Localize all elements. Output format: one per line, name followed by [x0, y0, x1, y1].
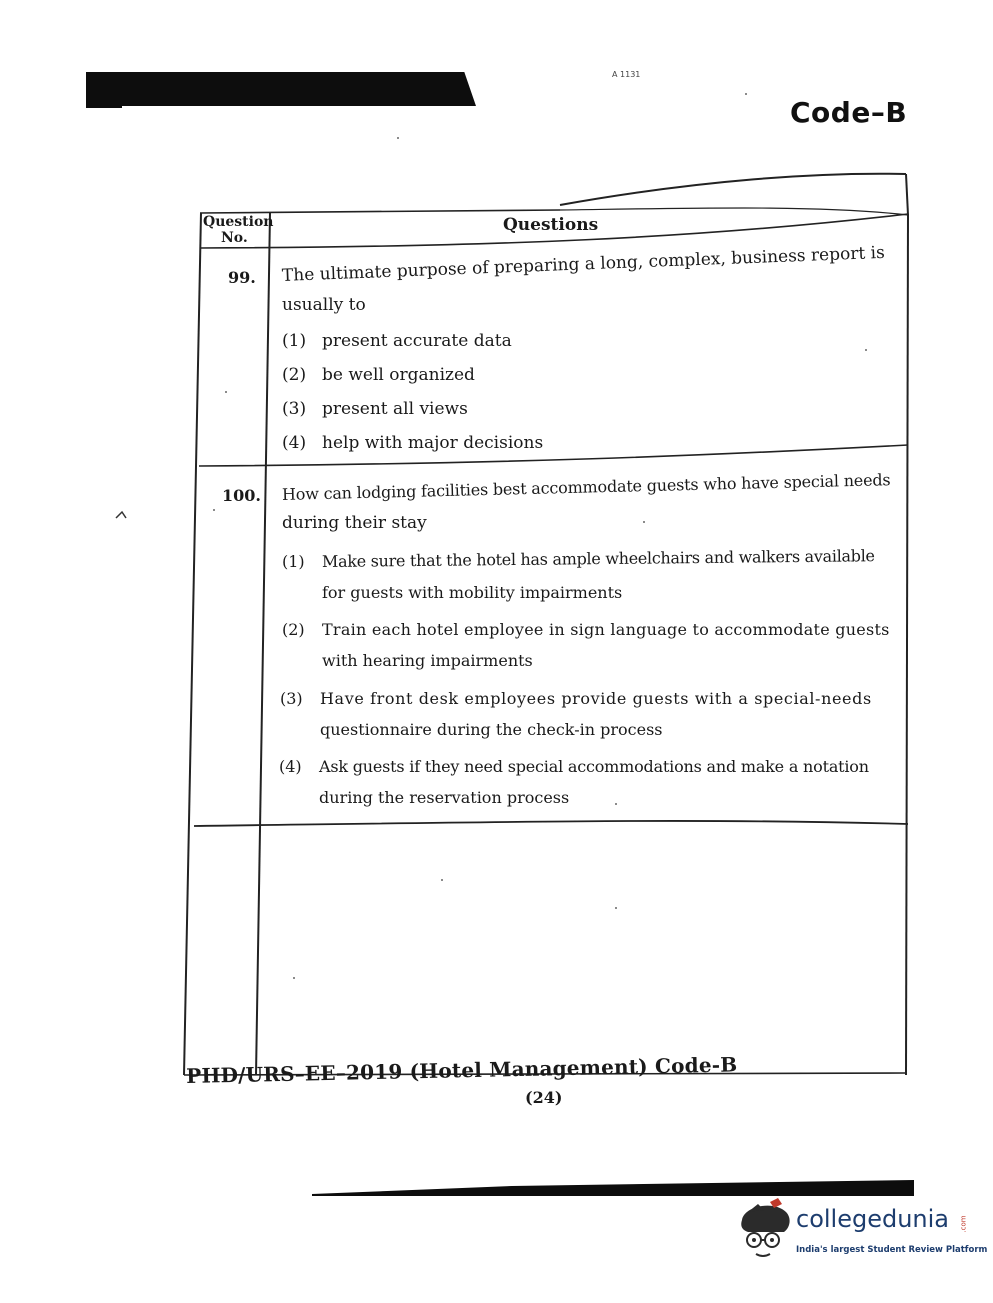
option-text-line-2: during the reservation process — [319, 788, 570, 807]
option-number: (2) — [282, 365, 307, 385]
redaction-bar-bottom — [312, 1180, 914, 1196]
option-text-line-1: Have front desk employees provide guests with a special-needs — [320, 689, 872, 708]
column-header-question-no — [203, 214, 273, 246]
option-text-line-1: Ask guests if they need special accommodations and make a notation — [319, 757, 869, 776]
tiny-mark: A 1131 — [612, 70, 641, 79]
option-number: (4) — [282, 433, 307, 453]
option-number: (1) — [282, 552, 305, 571]
question-100-text — [281, 470, 912, 538]
option-99-1 — [282, 326, 882, 357]
option-text: present accurate data — [322, 331, 512, 351]
option-number: (2) — [282, 620, 305, 639]
option-99-4 — [282, 428, 882, 459]
option-text-line-2: with hearing impairments — [322, 651, 533, 670]
column-header-no-label: No. — [221, 230, 248, 246]
option-number: (1) — [282, 331, 307, 351]
question-100-line-2: during their stay — [282, 513, 427, 533]
collegedunia-brand: collegedunia — [796, 1205, 950, 1233]
option-99-3 — [282, 394, 882, 425]
option-99-2 — [282, 360, 882, 391]
option-text-line-1: Make sure that the hotel has ample wheelchairs and walkers available — [321, 546, 875, 571]
option-text-line-1: Train each hotel employee in sign language to accommodate guests — [322, 620, 890, 639]
column-header-questions: Questions — [503, 215, 599, 235]
option-number: (3) — [282, 399, 307, 419]
option-text-line-2: for guests with mobility impairments — [322, 583, 623, 602]
question-number-99: 99. — [228, 268, 256, 287]
option-100-4 — [279, 751, 909, 813]
option-text: be well organized — [322, 365, 475, 385]
option-100-2 — [282, 614, 912, 676]
question-number-100: 100. — [222, 486, 261, 505]
collegedunia-tagline: India's largest Student Review Platform — [796, 1245, 988, 1255]
question-100-line-1: How can lodging facilities best accommodate guests who have special needs — [281, 470, 891, 504]
question-99-line-2: usually to — [282, 295, 366, 315]
page-number: (24) — [525, 1088, 563, 1107]
question-99-line-1: The ultimate purpose of preparing a long, complex, business report is — [281, 242, 886, 286]
question-99-text — [281, 242, 922, 320]
code-heading: Code–B — [790, 96, 908, 129]
question-99-options — [282, 326, 882, 459]
option-text: help with major decisions — [322, 433, 544, 453]
option-text: present all views — [322, 399, 468, 419]
column-header-question-label: Question — [203, 214, 274, 230]
option-text-line-2: questionnaire during the check-in process — [320, 720, 663, 739]
collegedunia-mascot-icon — [734, 1198, 796, 1262]
collegedunia-brand-suffix: .com — [959, 1215, 968, 1233]
option-100-1 — [282, 546, 912, 608]
paper-code-footer: PHD/URS–EE–2019 (Hotel Management) Code-B — [186, 1052, 738, 1088]
option-number: (3) — [280, 689, 303, 708]
option-100-3 — [280, 683, 910, 745]
option-number: (4) — [279, 757, 302, 776]
